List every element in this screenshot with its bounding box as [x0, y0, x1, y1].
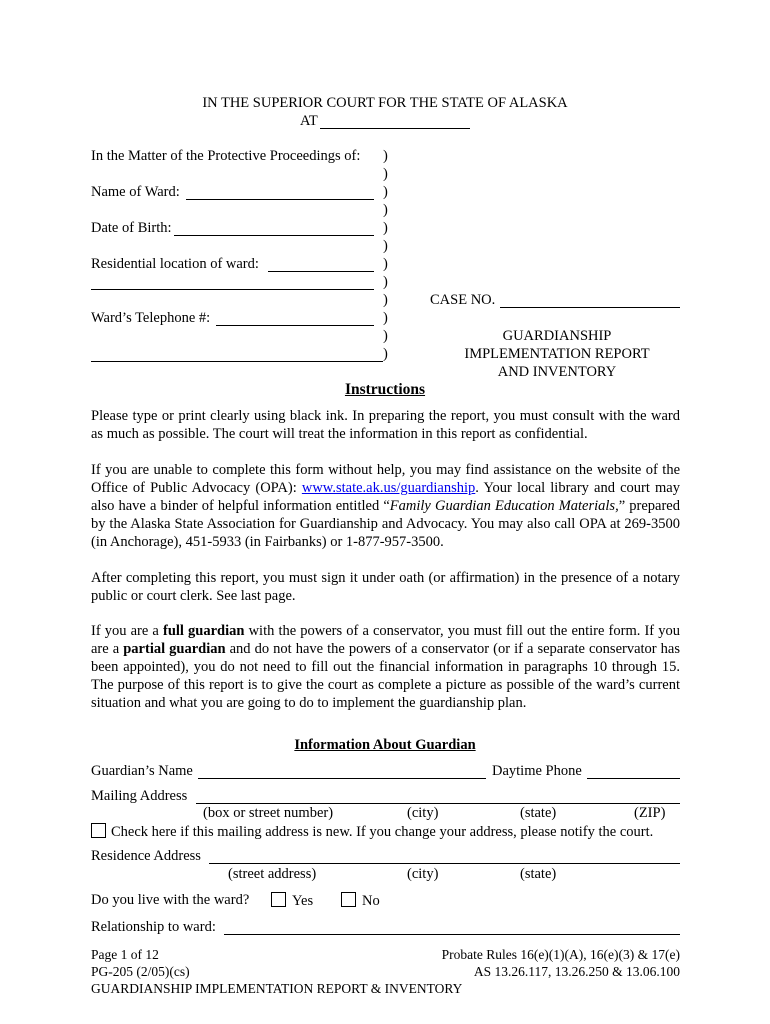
caption-paren: ) — [383, 166, 388, 182]
live-with-no — [341, 892, 380, 910]
relationship-field[interactable] — [224, 934, 680, 935]
caption-paren: ) — [383, 328, 388, 344]
caption-bottom-line — [91, 361, 383, 362]
ward-phone-label: Ward’s Telephone #: — [91, 310, 211, 326]
footer-form-number: PG-205 (2/05)(cs) — [91, 964, 190, 979]
live-with-ward-label: Do you live with the ward? — [91, 892, 250, 908]
relationship-label: Relationship to ward: — [91, 919, 216, 935]
instructions-paragraph-1: Please type or print clearly using black ink. In preparing the report, you must consult with the ward as much as possible. The court will treat the information in this report as confidential. — [91, 408, 680, 442]
caption-paren: ) — [383, 292, 388, 308]
caption-paren: ) — [383, 202, 388, 218]
ward-phone-field[interactable] — [216, 325, 374, 326]
caption-paren: ) — [383, 220, 388, 236]
footer-rules: Probate Rules 16(e)(1)(A), 16(e)(3) & 17(e) — [441, 947, 680, 962]
live-with-yes — [271, 892, 313, 910]
caption-paren: ) — [383, 238, 388, 254]
guardian-name-label: Guardian’s Name — [91, 763, 193, 779]
guardian-name-field[interactable] — [198, 778, 486, 779]
guardian-info-heading: Information About Guardian — [294, 737, 476, 753]
caption-paren: ) — [383, 256, 388, 272]
caption-paren: ) — [383, 148, 388, 164]
mailing-address-label: Mailing Address — [91, 788, 188, 804]
footer-statutes: AS 13.26.117, 13.26.250 & 13.06.100 — [473, 964, 680, 979]
dob-field[interactable] — [174, 235, 374, 236]
no-checkbox[interactable] — [341, 892, 356, 907]
residence-label: Residential location of ward: — [91, 256, 259, 272]
res-sub-city: (city) — [407, 866, 439, 882]
instructions-paragraph-4: If you are a full guardian with the powers of a conservator, you must fill out the entire form. If you are a partial guardian and do not have the powers of a conservator (or if a separate conservator has been appointed), you do not need to fill out the financial information in paragraphs 10 through 15. The purpose of this report is to give the court as complete a picture as possible of the ward’s current situation and what you are going to do to implement the guardianship plan. — [91, 623, 680, 711]
form-title-line1: GUARDIANSHIP — [502, 328, 612, 344]
new-address-text: Check here if this mailing address is new. If you change your address, please notify the court. — [111, 824, 654, 840]
mailing-address-field[interactable] — [196, 803, 680, 804]
yes-label: Yes — [292, 893, 314, 909]
instructions-paragraph-2: If you are unable to complete this form without help, you may find assistance on the website of the Office of Public Advocacy (OPA): www.state.ak.us/guardianship. Your local library and court may also have a binder of helpful information entitled “Family Guardian Education Materials,” prepared by the Alaska State Association for Guardianship and Advocacy. You may also call OPA at 269-3500 (in Anchorage), 451-5933 (in Fairbanks) or 1-877-957-3500. — [91, 462, 680, 550]
caption-paren: ) — [383, 310, 388, 326]
form-title-line2: IMPLEMENTATION REPORT — [464, 346, 650, 362]
yes-checkbox[interactable] — [271, 892, 286, 907]
mail-sub-city: (city) — [407, 805, 439, 821]
daytime-phone-label: Daytime Phone — [492, 763, 582, 779]
no-label: No — [362, 893, 380, 909]
mail-sub-state: (state) — [520, 805, 557, 821]
residence-field[interactable] — [268, 271, 374, 272]
caption-paren: ) — [383, 346, 388, 362]
ward-name-field[interactable] — [186, 199, 374, 200]
at-label: AT — [300, 113, 318, 129]
res-sub-street: (street address) — [228, 866, 317, 882]
case-no-field[interactable] — [500, 307, 680, 308]
dob-label: Date of Birth: — [91, 220, 172, 236]
mail-sub-zip: (ZIP) — [634, 805, 666, 821]
caption-paren: ) — [383, 184, 388, 200]
instructions-heading: Instructions — [344, 381, 426, 398]
court-title: IN THE SUPERIOR COURT FOR THE STATE OF ALASKA — [202, 95, 568, 111]
form-title-line3: AND INVENTORY — [497, 364, 617, 380]
opa-website-link[interactable]: www.state.ak.us/guardianship — [301, 480, 476, 496]
instructions-paragraph-3: After completing this report, you must sign it under oath (or affirmation) in the presence of a notary public or court clerk. See last page. — [91, 570, 680, 604]
daytime-phone-field[interactable] — [587, 778, 680, 779]
new-address-row — [91, 823, 653, 841]
ward-name-label: Name of Ward: — [91, 184, 180, 200]
residence-field-line2[interactable] — [91, 289, 374, 290]
footer-form-name: GUARDIANSHIP IMPLEMENTATION REPORT & INVENTORY — [91, 981, 463, 996]
matter-label: In the Matter of the Protective Proceedings of: — [91, 148, 361, 164]
mail-sub-street: (box or street number) — [203, 805, 334, 821]
new-address-checkbox[interactable] — [91, 823, 106, 838]
at-field[interactable] — [320, 128, 470, 129]
caption-paren: ) — [383, 274, 388, 290]
residence-address-label: Residence Address — [91, 848, 201, 864]
residence-address-field[interactable] — [209, 863, 680, 864]
case-no-label: CASE NO. — [430, 292, 496, 308]
footer-page: Page 1 of 12 — [91, 947, 159, 962]
res-sub-state: (state) — [520, 866, 557, 882]
